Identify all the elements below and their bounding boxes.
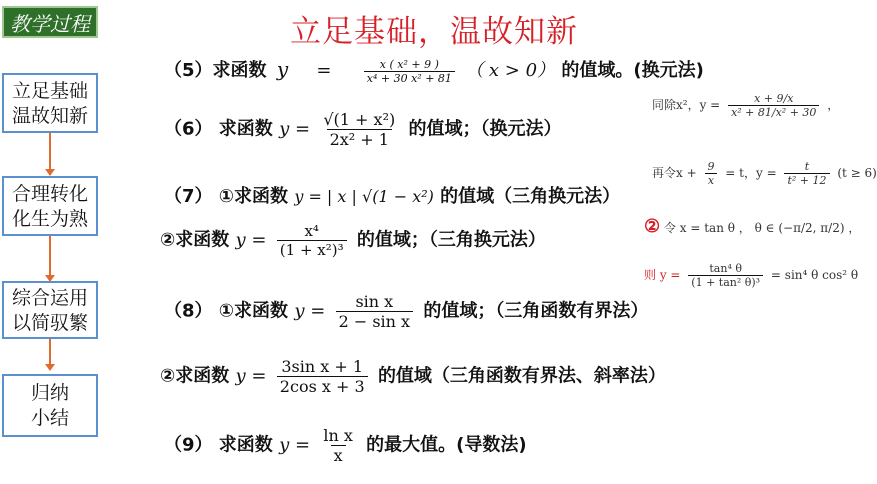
page-title: 立足基础，温故知新 [290, 14, 578, 50]
problem-8b-y: y = [235, 365, 267, 387]
problem-7b-num: x⁴ [304, 222, 319, 240]
problem-5-fraction [364, 58, 455, 85]
problem-6 [164, 110, 562, 149]
problem-9 [164, 426, 527, 465]
nav-item-4-line2: 小结 [30, 407, 69, 429]
problem-6-fraction [320, 110, 398, 149]
hint-2-small-num: 9 [707, 160, 715, 173]
problem-8-lead: （8） ①求函数 [164, 300, 289, 322]
hint-4 [644, 262, 858, 289]
problem-5-y: y [276, 57, 289, 81]
problem-7 [164, 182, 620, 208]
problem-8-den: 2 − sin x [336, 311, 414, 331]
problem-5-eq: = [316, 60, 332, 81]
hint-2-den: t² + 12 [784, 173, 829, 187]
hint-2 [652, 160, 877, 187]
problem-8-y: y = [294, 300, 326, 322]
problem-5-tail: 的值域。(换元法) [561, 60, 704, 81]
nav-connector [49, 133, 51, 169]
nav-arrow-icon [45, 169, 55, 176]
hint-3-text: 令 x = tan θ ， θ ∈ (−π/2, π/2) ， [663, 221, 861, 235]
nav-item-3[interactable] [2, 281, 98, 339]
hint-2-mid: = t，y = [725, 166, 777, 180]
problem-9-y: y = [279, 434, 311, 456]
nav-arrow-icon [45, 364, 55, 371]
problem-8-fraction [336, 292, 414, 331]
problem-7b [160, 222, 546, 259]
nav-item-1-line1: 立足基础 [11, 80, 88, 102]
hint-2-small-fraction [704, 160, 717, 187]
problem-8b-lead: ②求函数 [160, 365, 230, 387]
hint-1-pre: 同除x²，y = [652, 98, 721, 112]
problem-8b-tail: 的值域（三角函数有界法、斜率法） [377, 365, 666, 387]
problem-9-tail: 的最大值。(导数法) [366, 434, 527, 456]
hint-4-post: = sin⁴ θ cos² θ [770, 268, 859, 282]
nav-item-4[interactable] [2, 374, 98, 437]
nav-item-2-line2: 化生为熟 [11, 208, 88, 230]
problem-8b-num: 3sin x + 1 [281, 357, 364, 376]
problem-7-tail: 的值域（三角换元法） [440, 186, 621, 207]
problem-7b-tail: 的值域；（三角换元法） [356, 229, 546, 251]
problem-7b-lead: ②求函数 [160, 229, 230, 251]
problem-7-expr: y = | x | √(1 − x²) [294, 187, 434, 206]
problem-8-tail: 的值域；（三角函数有界法） [423, 300, 649, 322]
hint-2-pre: 再令x + [652, 166, 697, 180]
section-badge: 教学过程 [2, 6, 98, 38]
nav-connector [49, 339, 51, 364]
problem-8 [164, 292, 648, 331]
hint-1-den: x² + 81/x² + 30 [728, 105, 819, 119]
hint-1 [652, 92, 839, 119]
nav-item-2[interactable] [2, 176, 98, 236]
problem-5-cond: （ x > 0） [465, 60, 556, 81]
hint-3 [644, 216, 860, 237]
problem-6-num: √(1 + x²) [323, 110, 396, 129]
nav-item-1[interactable] [2, 73, 98, 133]
problem-9-num: ln x [323, 426, 353, 445]
problem-9-fraction [320, 426, 356, 465]
hint-1-post: ， [827, 98, 840, 112]
problem-6-den: 2x² + 1 [327, 129, 392, 149]
nav-item-3-line1: 综合运用 [11, 287, 88, 309]
problem-5-den: x⁴ + 30 x² + 81 [364, 71, 455, 85]
nav-item-3-line2: 以简驭繁 [11, 312, 88, 334]
hint-4-num: tan⁴ θ [709, 262, 742, 275]
problem-8b-den: 2cos x + 3 [277, 376, 368, 396]
hint-4-den: (1 + tan² θ)³ [688, 275, 763, 289]
problem-8-num: sin x [355, 292, 394, 311]
hint-2-small-den: x [705, 173, 717, 187]
nav-item-1-line2: 温故知新 [11, 105, 88, 127]
problem-8b [160, 357, 666, 396]
hint-3-circle: ② [644, 216, 661, 237]
problem-6-y: y = [279, 118, 311, 140]
problem-9-den: x [331, 445, 346, 465]
problem-5-num: x ( x² + 9 ) [379, 57, 439, 71]
hint-1-fraction [728, 92, 819, 119]
hint-4-pre: 则 y = [644, 268, 681, 282]
problem-8b-fraction [277, 357, 368, 396]
nav-connector [49, 236, 51, 275]
nav-item-2-line1: 合理转化 [11, 183, 88, 205]
problem-7b-den: (1 + x²)³ [277, 240, 347, 259]
problem-6-tail: 的值域；（换元法） [408, 118, 562, 140]
problem-7-lead: （7） ①求函数 [164, 186, 289, 207]
problem-6-lead: （6） 求函数 [164, 118, 273, 140]
nav-item-4-line1: 归纳 [30, 382, 69, 404]
problem-9-lead: （9） 求函数 [164, 434, 273, 456]
hint-2-fraction [784, 160, 829, 187]
problem-5-lead: （5）求函数 [164, 60, 267, 81]
hint-1-num: x + 9/x [754, 92, 794, 105]
problem-7b-fraction [277, 222, 347, 259]
hint-2-num: t [804, 160, 810, 173]
hint-4-fraction [688, 262, 763, 289]
problem-7b-y: y = [235, 229, 267, 251]
problem-5 [164, 56, 704, 85]
hint-2-post: (t ≥ 6) [837, 166, 877, 180]
